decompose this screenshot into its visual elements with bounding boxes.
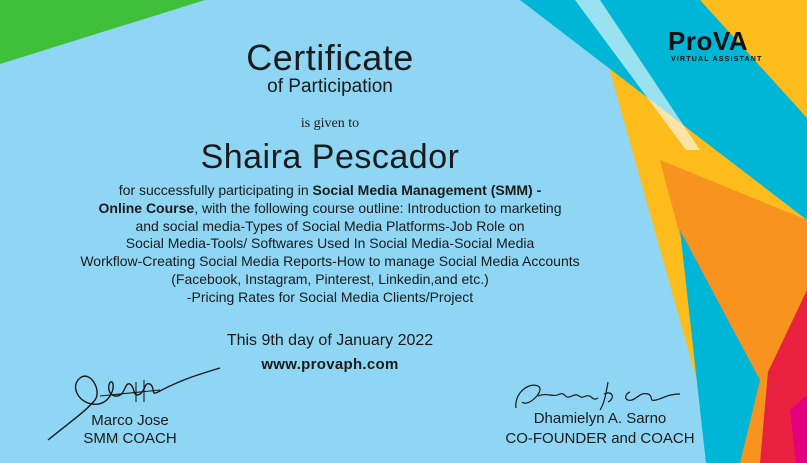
recipient-name: Shaira Pescador <box>200 138 460 176</box>
issue-date: This 9th day of January 2022 <box>226 332 434 349</box>
logo-tagline: VIRTUAL ASSISTANT <box>671 56 763 63</box>
desc-intro: for successfully participating in <box>118 182 313 198</box>
logo-brand: ProVA <box>668 26 749 56</box>
given-to-text: is given to <box>300 116 360 131</box>
website-link[interactable]: www.provaph.com <box>261 356 399 373</box>
left-signatory-role: SMM COACH <box>83 430 177 447</box>
course-name-part-1: Social Media Management (SMM) - <box>312 182 542 198</box>
left-signatory-name: Marco Jose <box>91 412 169 429</box>
right-signatory-name: Dhamielyn A. Sarno <box>533 410 667 427</box>
certificate-subtitle: of Participation <box>267 76 393 97</box>
outline-line: Social Media-Tools/ Softwares Used In Social Media-Social Media <box>125 235 535 252</box>
certificate-title: Certificate <box>246 37 414 78</box>
outline-line: and social media-Types of Social Media Platforms-Job Role on <box>135 217 525 234</box>
desc-line-1 <box>30 182 630 200</box>
course-description <box>30 182 630 307</box>
course-name-part-2: Online Course <box>98 199 195 216</box>
desc-after: , with the following course outline: Introduction to marketing <box>194 199 562 216</box>
outline-line: -Pricing Rates for Social Media Clients/Project <box>186 288 474 305</box>
outline-line: Workflow-Creating Social Media Reports-How to manage Social Media Accounts <box>80 253 580 270</box>
right-signatory-role: CO-FOUNDER and COACH <box>505 430 695 447</box>
prova-logo <box>668 26 788 74</box>
desc-line-2 <box>30 200 630 218</box>
outline-line: (Facebook, Instagram, Pinterest, Linkedin,and etc.) <box>171 270 489 287</box>
